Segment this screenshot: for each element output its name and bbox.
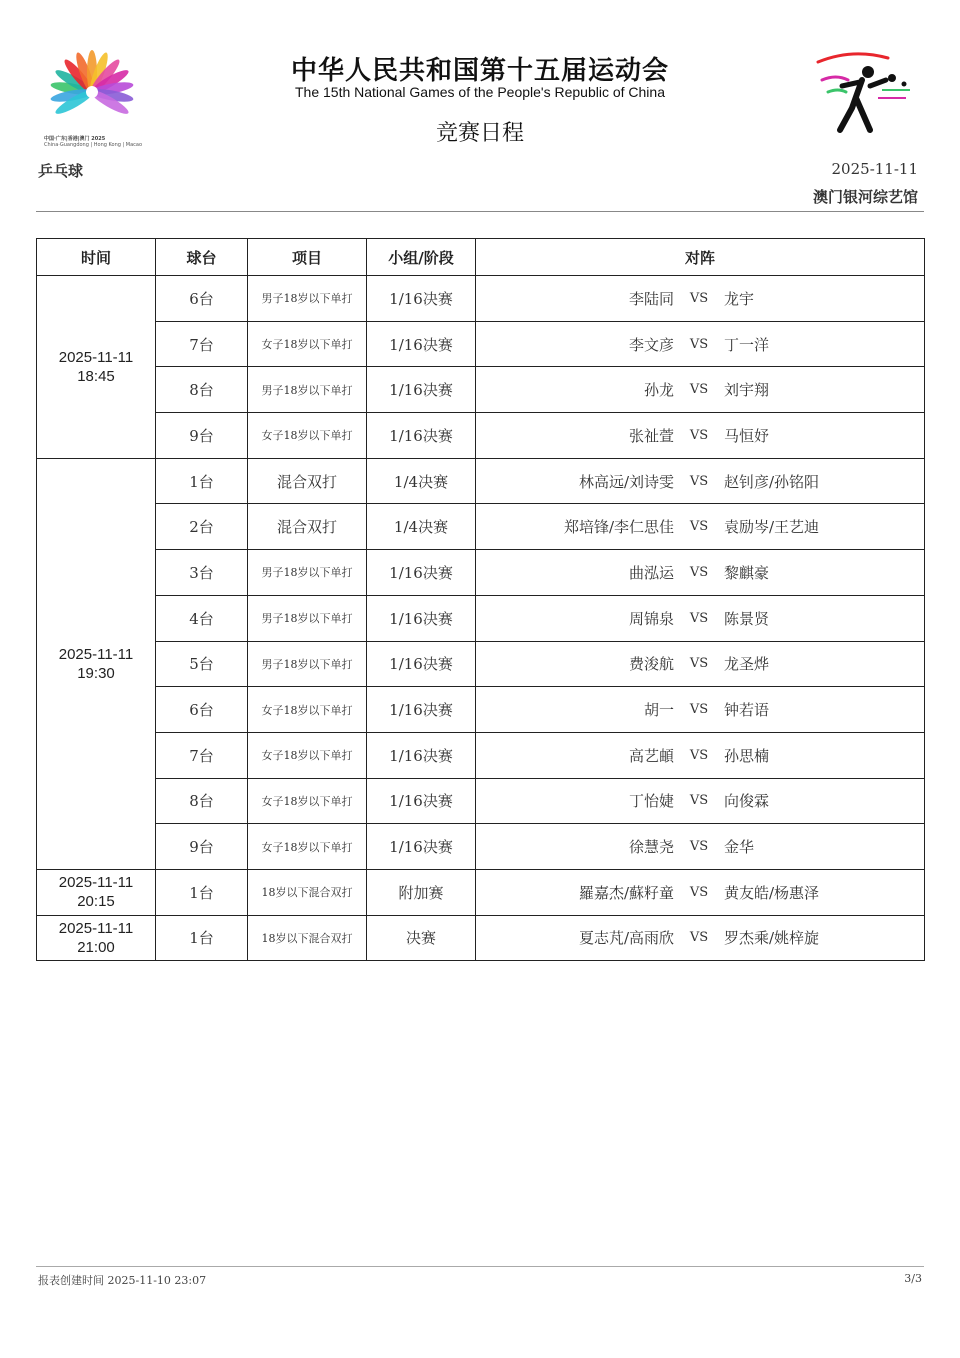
- emblem-caption-line2: China·Guangdong | Hong Kong | Macao: [44, 142, 143, 148]
- home-player: 高艺頔: [628, 746, 674, 765]
- stage-cell: 附加赛: [367, 869, 476, 915]
- away-player: 金华: [724, 838, 755, 857]
- home-player: 李文彦: [628, 335, 674, 354]
- home-player: 郑培锋/李仁思佳: [563, 518, 674, 537]
- stage-cell: 1/16决赛: [367, 276, 476, 322]
- table-number-cell: 7台: [156, 732, 248, 778]
- time-date: 2025-11-11: [58, 919, 134, 937]
- time-clock: 18:45: [77, 367, 115, 385]
- time-clock: 21:00: [77, 938, 115, 956]
- versus-label: VS: [689, 747, 709, 763]
- match-pairing: [476, 425, 924, 446]
- home-player: 林高远/刘诗雯: [578, 472, 674, 491]
- table-header-row: [37, 239, 925, 276]
- report-created-time: 报表创建时间 2025-11-10 23:07: [38, 1274, 207, 1287]
- stage-cell: 1/16决赛: [367, 824, 476, 870]
- versus-label: VS: [689, 702, 709, 718]
- match-pairing: [476, 745, 924, 766]
- home-player: 曲泓运: [628, 563, 674, 582]
- stage-cell: 决赛: [367, 915, 476, 961]
- versus-label: VS: [689, 884, 709, 900]
- venue-name: 澳门银河综艺馆: [812, 188, 918, 206]
- stage-cell: 1/16决赛: [367, 595, 476, 641]
- match-pairing: [476, 836, 924, 857]
- stage-cell: 1/4决赛: [367, 458, 476, 504]
- page-title-english: The 15th National Games of the People's Republic of China: [294, 84, 665, 100]
- table-row: [37, 413, 925, 459]
- event-cell: 女子18岁以下单打: [248, 732, 367, 778]
- column-header-table: 球台: [156, 239, 248, 276]
- away-player: 陈景贤: [724, 609, 770, 628]
- header-divider: [36, 211, 924, 212]
- home-player: 张祉萱: [628, 426, 674, 445]
- away-player: 孙思楠: [724, 746, 770, 765]
- versus-label: VS: [689, 656, 709, 672]
- away-player: 向俊霖: [724, 792, 770, 811]
- table-number-cell: 2台: [156, 504, 248, 550]
- event-cell: 男子18岁以下单打: [248, 641, 367, 687]
- versus-label: VS: [689, 930, 709, 946]
- time-cell: [37, 915, 156, 961]
- sport-name: 乒乓球: [38, 162, 84, 180]
- table-row: [37, 778, 925, 824]
- versus-label: VS: [689, 610, 709, 626]
- table-number-cell: 6台: [156, 687, 248, 733]
- event-cell: 18岁以下混合双打: [248, 869, 367, 915]
- table-row: [37, 915, 925, 961]
- match-cell: [476, 367, 925, 413]
- match-cell: [476, 413, 925, 459]
- time-cell: [37, 276, 156, 459]
- time-date: 2025-11-11: [58, 348, 134, 366]
- home-player: 周锦泉: [628, 609, 674, 628]
- match-pairing: [476, 334, 924, 355]
- stage-cell: 1/16决赛: [367, 687, 476, 733]
- table-row: [37, 321, 925, 367]
- stage-cell: 1/16决赛: [367, 367, 476, 413]
- away-player: 龙宇: [724, 289, 755, 308]
- match-pairing: [476, 882, 924, 903]
- match-cell: [476, 321, 925, 367]
- away-player: 龙圣烨: [724, 655, 770, 674]
- versus-label: VS: [689, 290, 709, 306]
- match-cell: [476, 276, 925, 322]
- stage-cell: 1/16决赛: [367, 641, 476, 687]
- match-cell: [476, 824, 925, 870]
- away-player: 罗杰乘/姚梓旋: [724, 929, 820, 948]
- table-row: [37, 276, 925, 322]
- away-player: 赵钊彦/孙铭阳: [724, 472, 820, 491]
- table-number-cell: 6台: [156, 276, 248, 322]
- table-number-cell: 8台: [156, 367, 248, 413]
- table-row: [37, 367, 925, 413]
- match-cell: [476, 550, 925, 596]
- event-cell: 混合双打: [248, 458, 367, 504]
- table-row: [37, 458, 925, 504]
- stage-cell: 1/16决赛: [367, 778, 476, 824]
- versus-label: VS: [689, 564, 709, 580]
- event-cell: 女子18岁以下单打: [248, 778, 367, 824]
- home-player: 夏志芃/高雨欣: [578, 929, 674, 948]
- time-clock: 20:15: [77, 893, 115, 911]
- match-cell: [476, 732, 925, 778]
- home-player: 孙龙: [643, 381, 674, 400]
- event-cell: 混合双打: [248, 504, 367, 550]
- match-cell: [476, 504, 925, 550]
- table-number-cell: 1台: [156, 915, 248, 961]
- match-pairing: [476, 288, 924, 309]
- match-pairing: [476, 608, 924, 629]
- match-pairing: [476, 699, 924, 720]
- home-player: 徐慧尧: [628, 838, 674, 857]
- table-row: [37, 824, 925, 870]
- table-number-cell: 9台: [156, 824, 248, 870]
- table-row: [37, 595, 925, 641]
- stage-cell: 1/4决赛: [367, 504, 476, 550]
- table-number-cell: 1台: [156, 869, 248, 915]
- time-date: 2025-11-11: [58, 645, 134, 663]
- table-row: [37, 641, 925, 687]
- match-pairing: [476, 927, 924, 948]
- table-row: [37, 550, 925, 596]
- emblem-caption-line1: 中国·广东|香港|澳门 2025: [44, 136, 106, 142]
- match-cell: [476, 641, 925, 687]
- away-player: 黄友皓/杨惠泽: [724, 883, 820, 902]
- schedule-date: 2025-11-11: [831, 160, 918, 178]
- time-cell: [37, 458, 156, 869]
- event-cell: 男子18岁以下单打: [248, 276, 367, 322]
- match-pairing: [476, 653, 924, 674]
- table-number-cell: 4台: [156, 595, 248, 641]
- time-clock: 19:30: [77, 664, 115, 682]
- stage-cell: 1/16决赛: [367, 550, 476, 596]
- event-cell: 女子18岁以下单打: [248, 824, 367, 870]
- match-cell: [476, 595, 925, 641]
- versus-label: VS: [689, 519, 709, 535]
- table-number-cell: 8台: [156, 778, 248, 824]
- page-title: 中华人民共和国第十五届运动会: [290, 56, 669, 86]
- column-header-stage: 小组/阶段: [367, 239, 476, 276]
- versus-label: VS: [689, 336, 709, 352]
- column-header-event: 项目: [248, 239, 367, 276]
- match-pairing: [476, 562, 924, 583]
- home-player: 李陆同: [628, 289, 674, 308]
- table-number-cell: 7台: [156, 321, 248, 367]
- versus-label: VS: [689, 473, 709, 489]
- match-cell: [476, 778, 925, 824]
- event-cell: 女子18岁以下单打: [248, 413, 367, 459]
- home-player: 羅嘉杰/蘇籽童: [578, 883, 674, 902]
- match-cell: [476, 458, 925, 504]
- stage-cell: 1/16决赛: [367, 413, 476, 459]
- away-player: 刘宇翔: [724, 381, 770, 400]
- event-cell: 女子18岁以下单打: [248, 687, 367, 733]
- match-pairing: [476, 790, 924, 811]
- versus-label: VS: [689, 839, 709, 855]
- schedule-body: [37, 276, 925, 961]
- away-player: 钟若语: [724, 701, 770, 720]
- event-cell: 男子18岁以下单打: [248, 595, 367, 641]
- table-row: [37, 687, 925, 733]
- event-cell: 男子18岁以下单打: [248, 367, 367, 413]
- table-row: [37, 869, 925, 915]
- away-player: 袁励岑/王艺迪: [724, 518, 820, 537]
- footer-divider: [36, 1266, 924, 1267]
- column-header-match: 对阵: [476, 239, 925, 276]
- away-player: 丁一洋: [724, 335, 770, 354]
- table-number-cell: 3台: [156, 550, 248, 596]
- page-subtitle: 竞赛日程: [435, 121, 524, 146]
- time-cell: [37, 869, 156, 915]
- stage-cell: 1/16决赛: [367, 321, 476, 367]
- time-date: 2025-11-11: [58, 874, 134, 892]
- event-cell: 男子18岁以下单打: [248, 550, 367, 596]
- home-player: 胡一: [643, 701, 674, 720]
- table-row: [37, 504, 925, 550]
- match-pairing: [476, 379, 924, 400]
- schedule-table: [36, 238, 925, 961]
- page-number: 3/3: [904, 1272, 922, 1285]
- away-player: 黎麒豪: [724, 563, 770, 582]
- match-cell: [476, 915, 925, 961]
- away-player: 马恒妤: [724, 426, 770, 445]
- table-number-cell: 9台: [156, 413, 248, 459]
- match-cell: [476, 687, 925, 733]
- table-number-cell: 1台: [156, 458, 248, 504]
- versus-label: VS: [689, 382, 709, 398]
- stage-cell: 1/16决赛: [367, 732, 476, 778]
- table-number-cell: 5台: [156, 641, 248, 687]
- event-cell: 18岁以下混合双打: [248, 915, 367, 961]
- match-cell: [476, 869, 925, 915]
- column-header-time: 时间: [37, 239, 156, 276]
- match-pairing: [476, 471, 924, 492]
- event-cell: 女子18岁以下单打: [248, 321, 367, 367]
- home-player: 丁怡婕: [628, 792, 674, 811]
- match-pairing: [476, 516, 924, 537]
- versus-label: VS: [689, 793, 709, 809]
- table-row: [37, 732, 925, 778]
- versus-label: VS: [689, 427, 709, 443]
- home-player: 费浚航: [628, 655, 674, 674]
